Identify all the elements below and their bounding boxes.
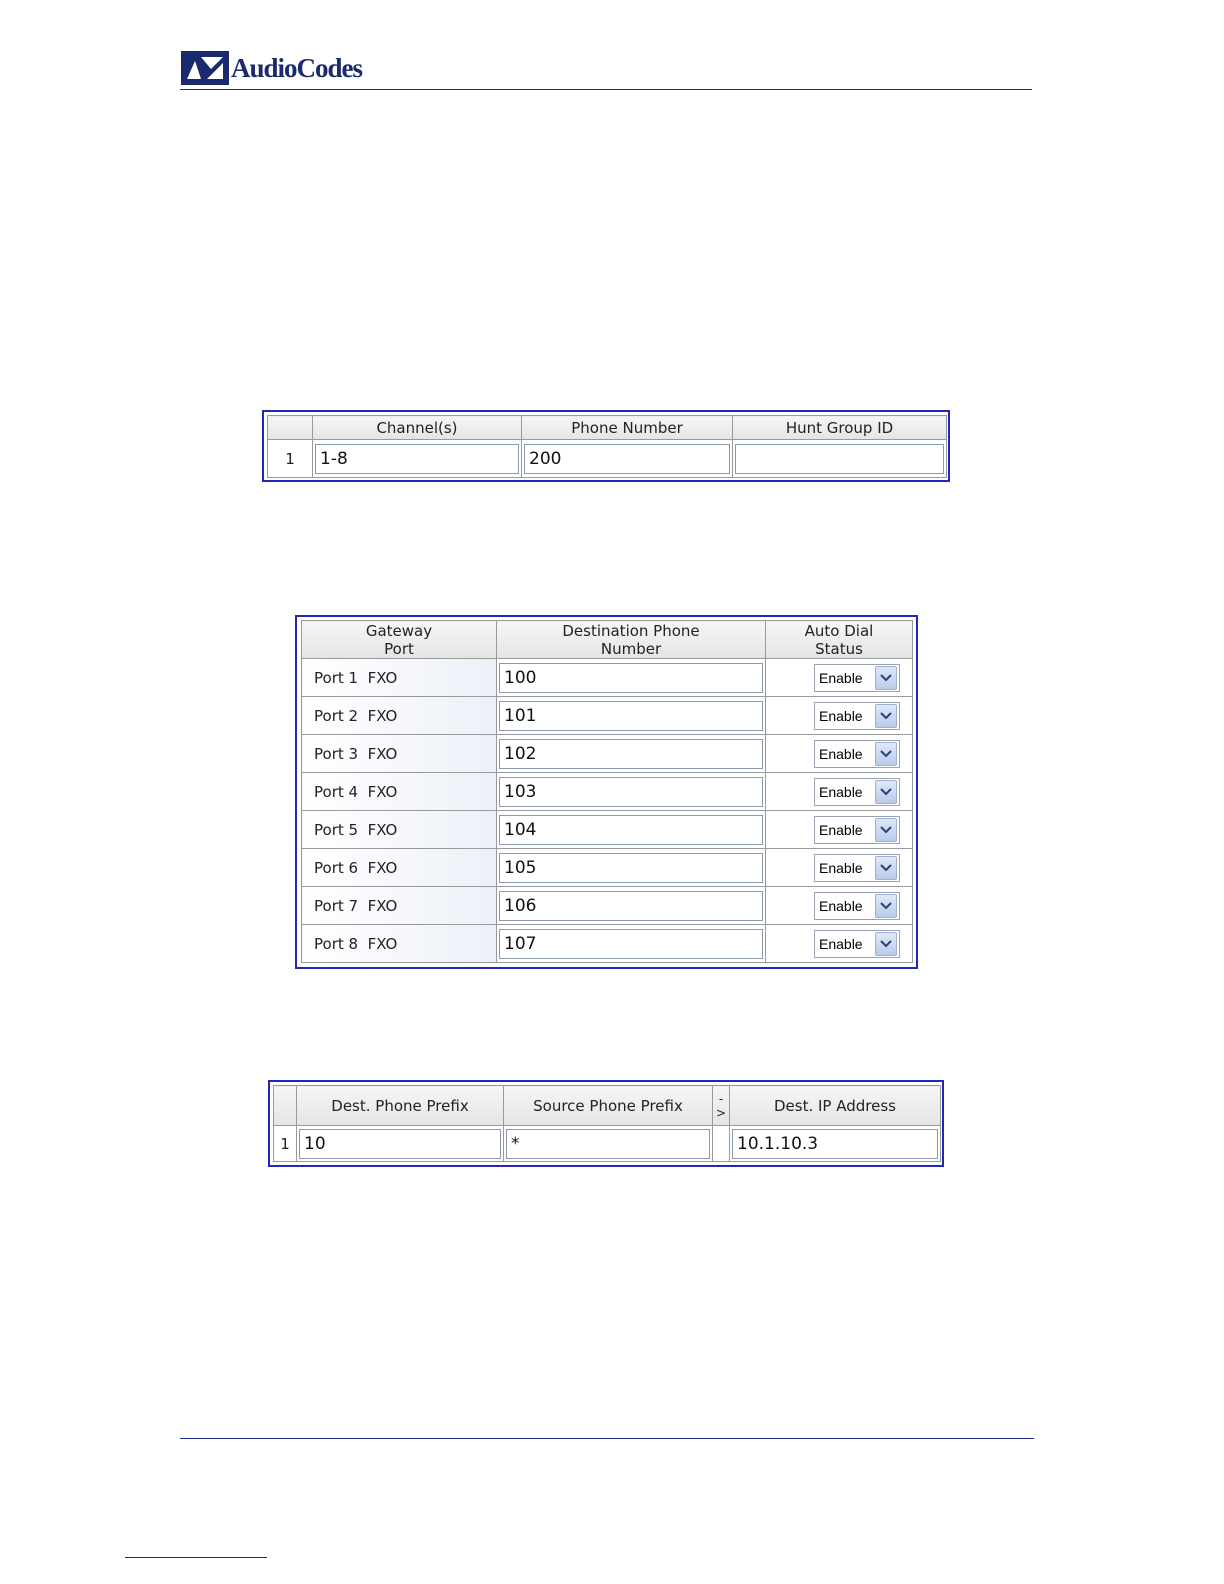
col-destination-line1: Destination Phone — [562, 621, 700, 640]
col-gateway-port-line2: Port — [384, 639, 414, 658]
channels-table — [267, 415, 947, 478]
col-arrow-header — [713, 1086, 730, 1126]
col-status-line1: Auto Dial — [804, 621, 874, 640]
gateway-port-label: Port 2 FXO — [302, 697, 497, 735]
chevron-down-icon[interactable] — [875, 780, 897, 804]
auto-dial-table — [301, 620, 913, 963]
destination-number-field[interactable]: 105 — [499, 853, 763, 883]
table-row — [302, 735, 913, 773]
table-row — [302, 773, 913, 811]
logo-text: AudioCodes — [231, 52, 363, 83]
destination-number-field[interactable]: 107 — [499, 929, 763, 959]
table-row — [302, 925, 913, 963]
auto-dial-status-value: Enable — [819, 935, 863, 952]
destination-number-field[interactable]: 103 — [499, 777, 763, 807]
auto-dial-status-select[interactable] — [814, 892, 900, 920]
destination-number-field[interactable]: 106 — [499, 891, 763, 921]
chevron-down-icon[interactable] — [875, 932, 897, 956]
source-prefix-field[interactable]: * — [506, 1129, 710, 1159]
auto-dial-status-select[interactable] — [814, 740, 900, 768]
routing-table-panel — [268, 1080, 944, 1167]
auto-dial-status-select[interactable] — [814, 854, 900, 882]
col-index-header — [268, 416, 313, 440]
gateway-port-label: Port 1 FXO — [302, 659, 497, 697]
chevron-down-icon[interactable] — [875, 894, 897, 918]
gateway-port-label: Port 6 FXO — [302, 849, 497, 887]
channels-field[interactable]: 1-8 — [315, 444, 519, 474]
chevron-down-icon[interactable] — [875, 856, 897, 880]
audiocodes-logo-icon — [181, 51, 229, 85]
dest-prefix-field[interactable]: 10 — [299, 1129, 501, 1159]
auto-dial-table-panel — [295, 615, 918, 969]
destination-number-field[interactable]: 104 — [499, 815, 763, 845]
dest-ip-field[interactable]: 10.1.10.3 — [732, 1129, 938, 1159]
table-row — [302, 849, 913, 887]
footer-rule — [180, 1438, 1034, 1439]
gateway-port-label: Port 7 FXO — [302, 887, 497, 925]
col-dest-ip-header: Dest. IP Address — [730, 1086, 941, 1126]
table-row — [302, 887, 913, 925]
col-gateway-port-line1: Gateway — [365, 621, 433, 640]
table-row — [302, 811, 913, 849]
col-gateway-port-header — [302, 621, 497, 659]
table-row — [302, 659, 913, 697]
destination-number-field[interactable]: 100 — [499, 663, 763, 693]
auto-dial-status-value: Enable — [819, 669, 863, 686]
auto-dial-status-select[interactable] — [814, 664, 900, 692]
arrow-cell — [713, 1126, 730, 1162]
gateway-port-label: Port 3 FXO — [302, 735, 497, 773]
phone-number-field[interactable]: 200 — [524, 444, 730, 474]
col-source-prefix-header: Source Phone Prefix — [504, 1086, 713, 1126]
gateway-port-label: Port 5 FXO — [302, 811, 497, 849]
header-rule — [180, 89, 1032, 90]
auto-dial-status-value: Enable — [819, 707, 863, 724]
channels-table-panel — [262, 410, 950, 482]
col-hunt-group-header: Hunt Group ID — [733, 416, 947, 440]
col-destination-line2: Number — [600, 639, 662, 658]
table-row — [302, 697, 913, 735]
table-row — [274, 1126, 941, 1162]
auto-dial-status-value: Enable — [819, 859, 863, 876]
arrow-line1: - — [718, 1091, 724, 1106]
col-phone-number-header: Phone Number — [522, 416, 733, 440]
table-row — [268, 440, 947, 478]
auto-dial-status-value: Enable — [819, 821, 863, 838]
gateway-port-label: Port 4 FXO — [302, 773, 497, 811]
chevron-down-icon[interactable] — [875, 742, 897, 766]
footnote-rule — [125, 1557, 267, 1558]
auto-dial-status-select[interactable] — [814, 930, 900, 958]
col-dest-prefix-header: Dest. Phone Prefix — [297, 1086, 504, 1126]
audiocodes-logo — [181, 50, 362, 86]
gateway-port-label: Port 8 FXO — [302, 925, 497, 963]
chevron-down-icon[interactable] — [875, 818, 897, 842]
col-auto-dial-status-header — [766, 621, 913, 659]
chevron-down-icon[interactable] — [875, 666, 897, 690]
auto-dial-status-select[interactable] — [814, 778, 900, 806]
routing-table — [273, 1085, 941, 1162]
auto-dial-status-value: Enable — [819, 783, 863, 800]
chevron-down-icon[interactable] — [875, 704, 897, 728]
hunt-group-id-field[interactable] — [735, 444, 944, 474]
row-index: 1 — [268, 440, 313, 478]
destination-number-field[interactable]: 102 — [499, 739, 763, 769]
auto-dial-status-select[interactable] — [814, 816, 900, 844]
auto-dial-status-value: Enable — [819, 745, 863, 762]
destination-number-field[interactable]: 101 — [499, 701, 763, 731]
col-status-line2: Status — [815, 639, 863, 658]
auto-dial-status-select[interactable] — [814, 702, 900, 730]
col-channels-header: Channel(s) — [313, 416, 522, 440]
col-index-header — [274, 1086, 297, 1126]
row-index: 1 — [274, 1126, 297, 1162]
auto-dial-status-value: Enable — [819, 897, 863, 914]
arrow-line2: > — [715, 1105, 727, 1120]
col-destination-header — [497, 621, 766, 659]
